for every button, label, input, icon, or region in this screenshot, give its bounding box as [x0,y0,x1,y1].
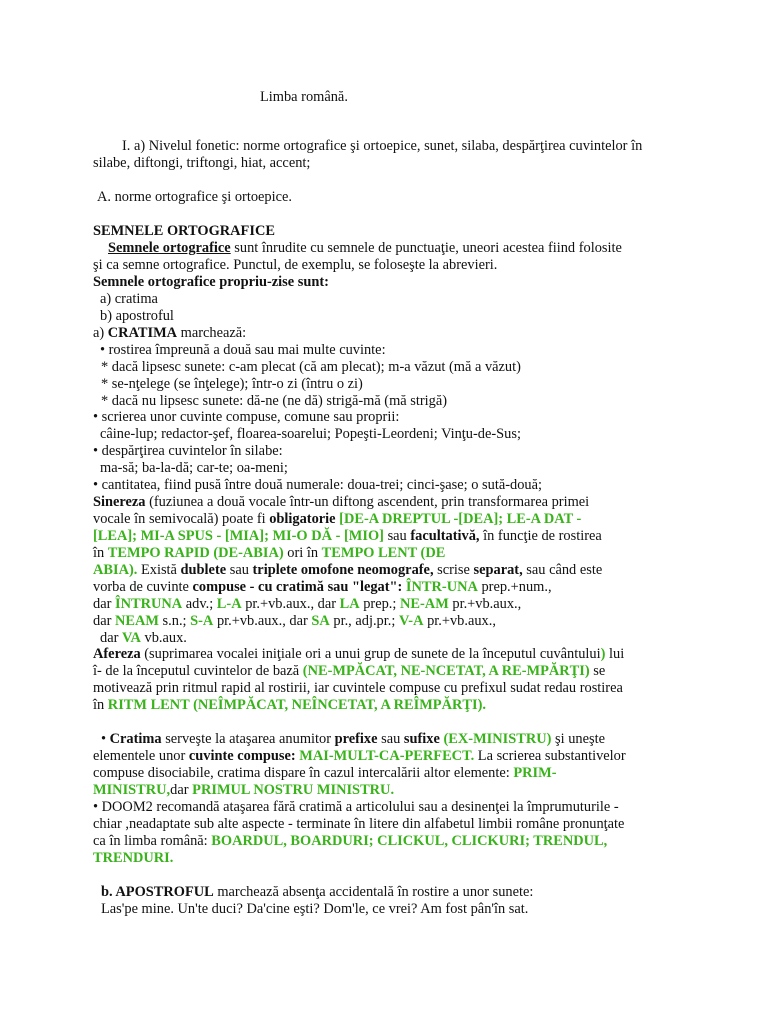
section-1-line-2: silabe, diftongi, triftongi, hiat, accent; [93,155,311,171]
cratima-prefix-line-2: elementele unor cuvinte compuse: MAI-MULT-CA-PERFECT. La scrierea substantivelor [93,748,626,764]
afereza-line-2: î- de la începutul cuvintelor de bază (NE-MPĂCAT, NE-NCETAT, A RE-MPĂRŢI) se [93,663,606,679]
doom-line-4: TRENDURI. [93,850,174,866]
intro-line-1: Semnele ortografice sunt înrudite cu semnele de punctuaţie, uneori acestea fiind folosite [108,240,622,256]
list-item-cratima: a) cratima [100,291,158,307]
cratima-line-4: * dacă nu lipsesc sunete: dă-ne (ne dă) strigă-mă (mă strigă) [101,393,448,409]
sinereza-line-4: în TEMPO RAPID (DE-ABIA) ori în TEMPO LENT (DE [93,545,446,561]
sinereza-line-6: vorba de cuvinte compuse - cu cratimă sau "legat": ÎNTR-UNA prep.+num., [93,579,552,595]
cratima-heading: a) CRATIMA marchează: [93,325,247,341]
apostroful-line-1: b. APOSTROFUL marchează absenţa accidentală în rostire a unor sunete: [101,884,534,900]
section-1-line-1: I. a) Nivelul fonetic: norme ortografice şi ortoepice, sunet, silaba, despărţirea cuvintelor în [122,138,643,154]
cratima-line-9: • cantitatea, fiind pusă între două numerale: doua-trei; cinci-şase; o sută-două; [93,477,542,493]
sinereza-line-2: vocale în semivocală) poate fi obligatorie [DE-A DREPTUL -[DEA]; LE-A DAT - [93,511,582,527]
doom-line-3: ca în limba română: BOARDUL, BOARDURI; CLICKUL, CLICKURI; TRENDUL, [93,833,608,849]
page-title: Limba română. [260,89,348,105]
cratima-line-1: • rostirea împreună a două sau mai multe cuvinte: [100,342,386,358]
apostroful-line-2: Las'pe mine. Un'te duci? Da'cine eşti? Dom'le, ce vrei? Am fost pân'în sat. [101,901,529,917]
cratima-line-5: • scrierea unor cuvinte compuse, comune sau proprii: [93,409,400,425]
intro-line-2: şi ca semne ortografice. Punctul, de exemplu, se foloseşte la abrevieri. [93,257,498,273]
afereza-line-4: în RITM LENT (NEÎMPĂCAT, NEÎNCETAT, A REÎMPĂRŢI). [93,697,486,713]
cratima-prefix-line-4: MINISTRU,dar PRIMUL NOSTRU MINISTRU. [93,782,395,798]
list-item-apostroful: b) apostroful [100,308,174,324]
cratima-line-6: câine-lup; redactor-şef, floarea-soarelui; Popeşti-Leordeni; Vinţu-de-Sus; [100,426,521,442]
afereza-line-3: motivează prin ritmul rapid al rostirii, iar cuvintele compuse cu prefixul sudat redau rostirea [93,680,623,696]
cratima-line-2: * dacă lipsesc sunete: c-am plecat (că am plecat); m-a văzut (mă a văzut) [101,359,521,375]
sinereza-line-3: [LEA]; MI-A SPUS - [MIA]; MI-O DĂ - [MIO] sau facultativă, în funcţie de rostirea [93,528,602,544]
sinereza-line-5: ABIA). Există dublete sau triplete omofone neomografe, scrise separat, sau când este [93,562,603,578]
cratima-line-3: * se-nţelege (se înţelege); într-o zi (întru o zi) [101,376,363,392]
cratima-prefix-line-1: • Cratima serveşte la ataşarea anumitor prefixe sau sufixe (EX-MINISTRU) şi uneşte [101,731,605,747]
cratima-prefix-line-3: compuse disociabile, cratima dispare în cazul intercalării altor elemente: PRIM- [93,765,557,781]
section-heading: SEMNELE ORTOGRAFICE [93,223,275,239]
list-heading: Semnele ortografice propriu-zise sunt: [93,274,329,290]
subsection-a: A. norme ortografice şi ortoepice. [97,189,292,205]
sinereza-line-1: Sinereza (fuziunea a două vocale într-un diftong ascendent, prin transformarea primei [93,494,590,510]
doom-line-2: chiar ,neadaptate sub alte aspecte - terminate în litere din alfabetul limbii române pronunţate [93,816,625,832]
sinereza-line-7: dar ÎNTRUNA adv.; L-A pr.+vb.aux., dar LA prep.; NE-AM pr.+vb.aux., [93,596,522,612]
afereza-line-1: Afereza (suprimarea vocalei iniţiale ori a unui grup de sunete de la începutul cuvântului) lui [93,646,625,662]
sinereza-line-8: dar NEAM s.n.; S-A pr.+vb.aux., dar SA pr., adj.pr.; V-A pr.+vb.aux., [93,613,496,629]
term-semnele-ortografice: Semnele ortografice [108,240,231,256]
cratima-line-8: ma-să; ba-la-dă; car-te; oa-meni; [100,460,288,476]
cratima-line-7: • despărţirea cuvintelor în silabe: [93,443,283,459]
doom-line-1: • DOOM2 recomandă ataşarea fără cratimă a articolului sau a desinenţei la împrumuturile - [93,799,619,815]
sinereza-line-9: dar VA vb.aux. [100,630,187,646]
